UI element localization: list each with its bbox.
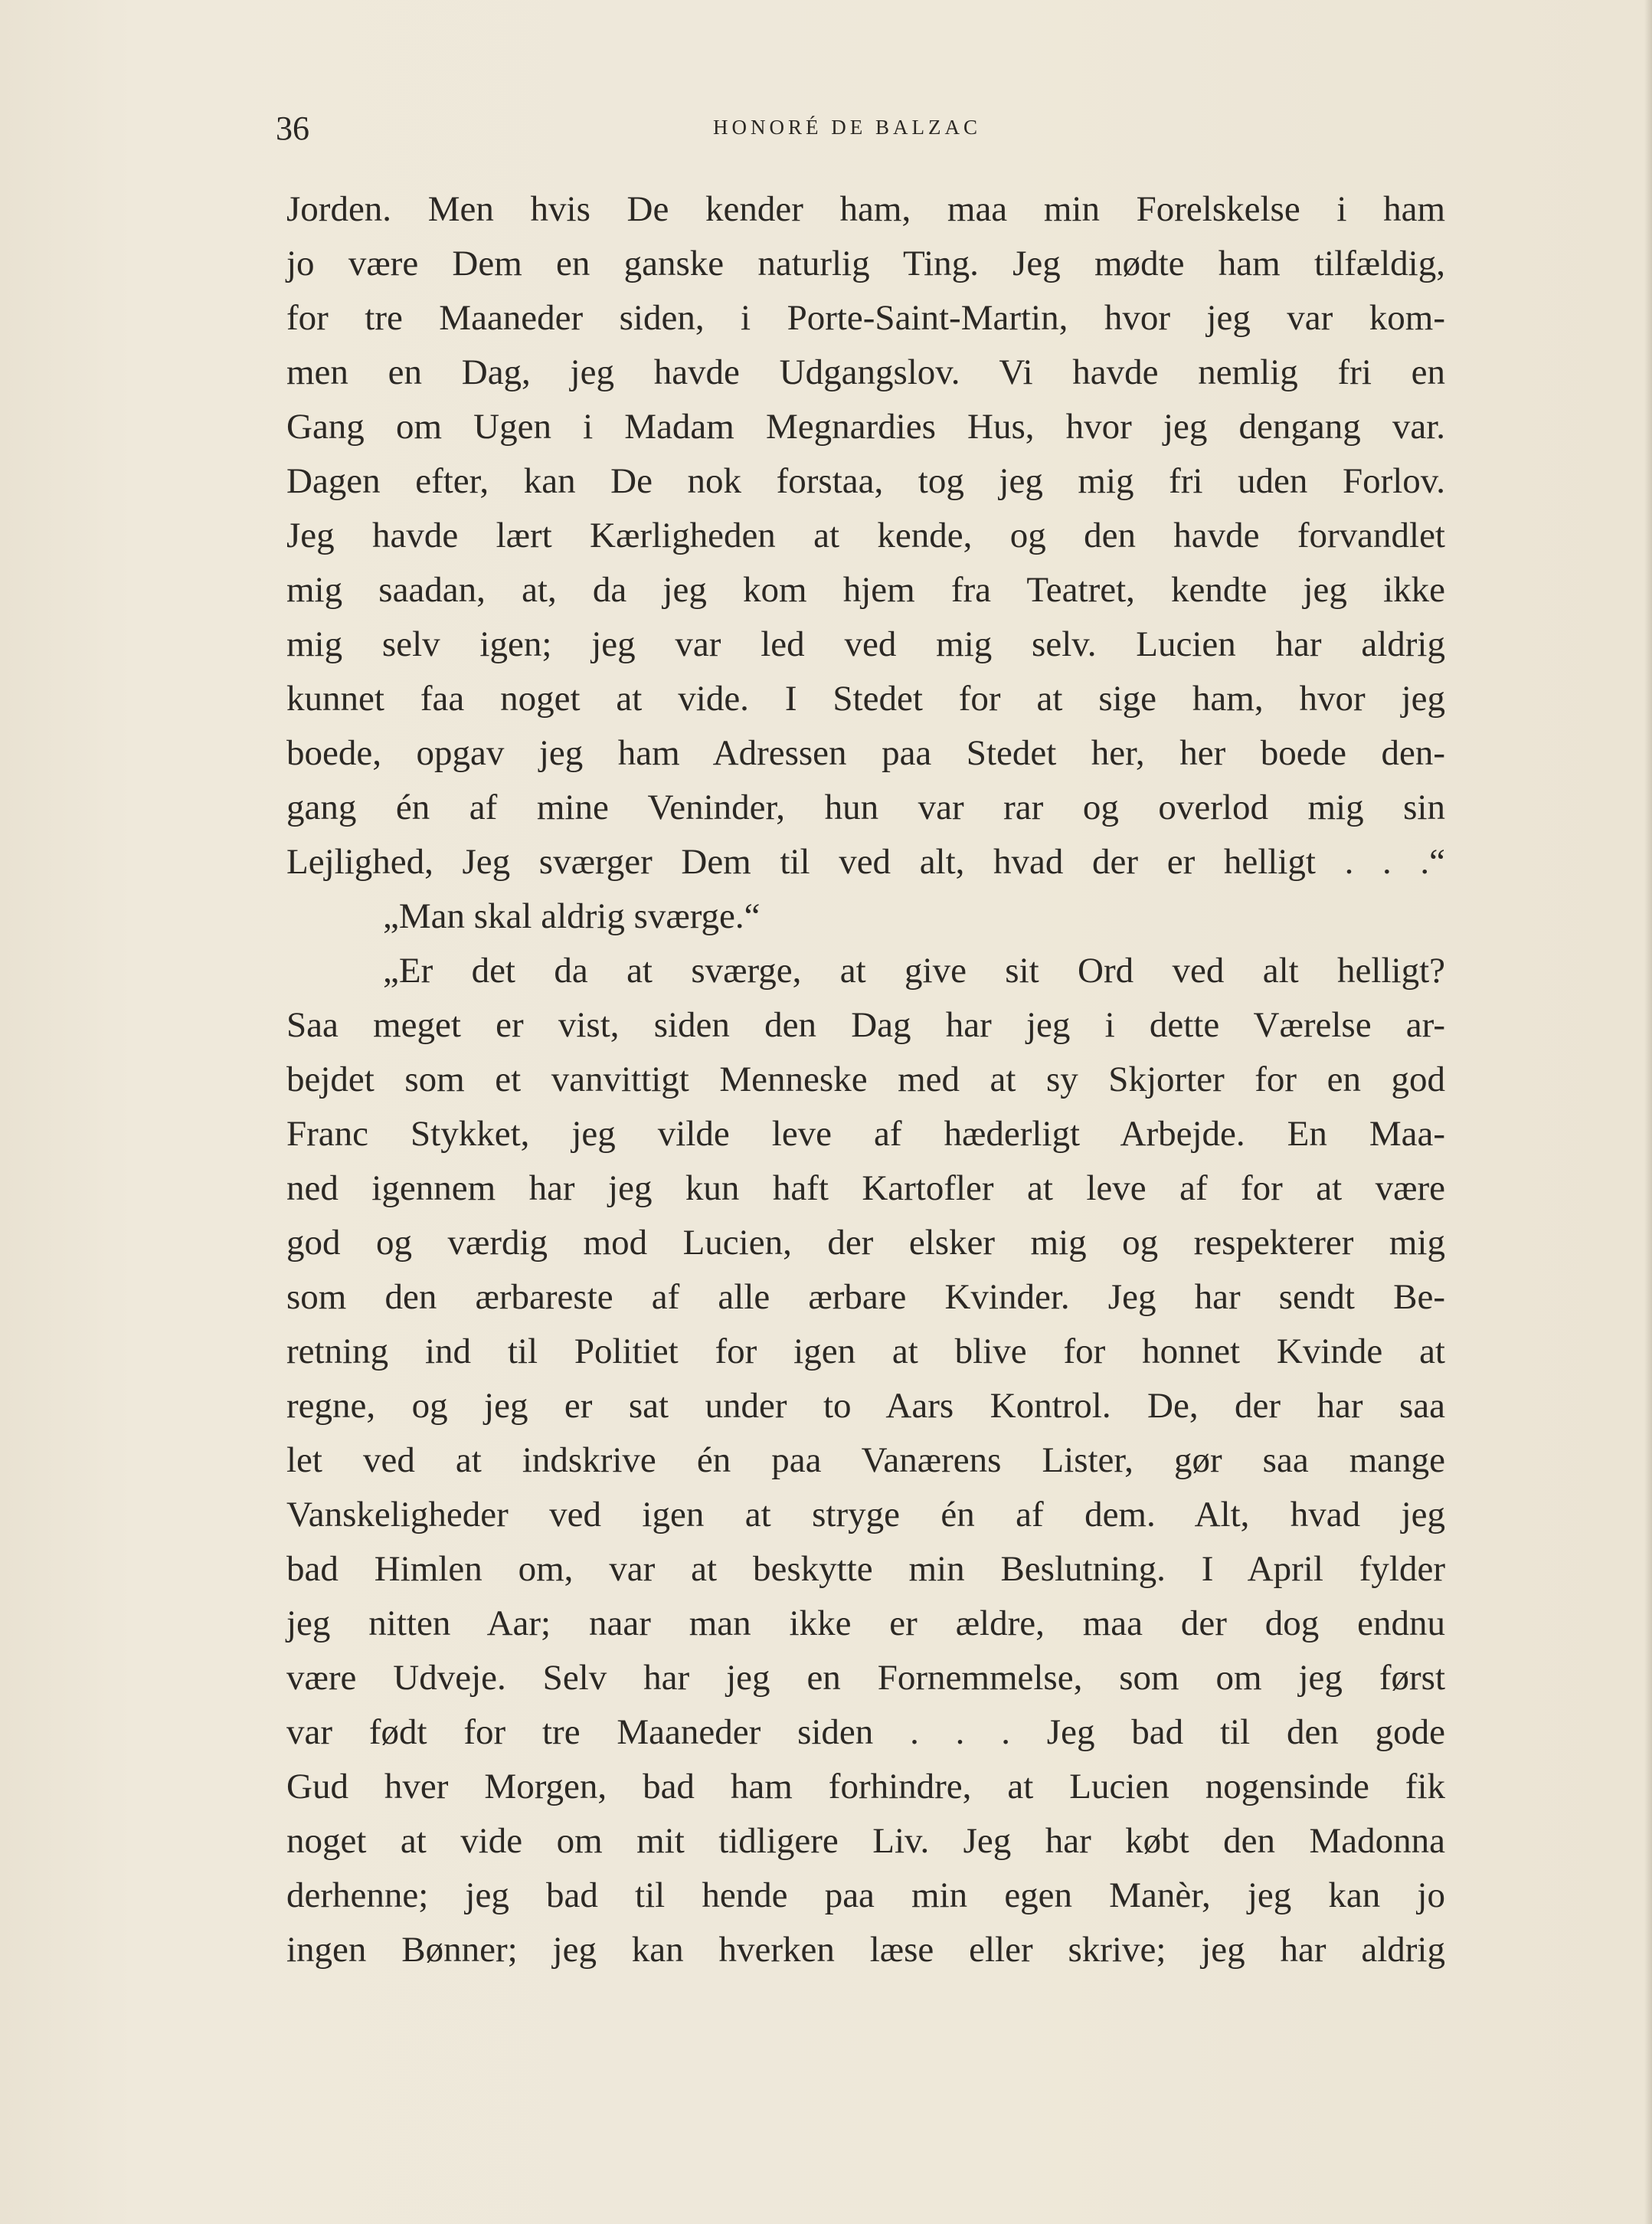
text-line: var født for tre Maaneder siden . . . Jeg bad til den gode — [286, 1712, 1445, 1752]
text-line: ingen Bønner; jeg kan hverken læse eller skrive; jeg har aldrig — [286, 1930, 1445, 1970]
text-line: bad Himlen om, var at beskytte min Beslutning. I April fylder — [286, 1549, 1445, 1589]
text-line: Dagen efter, kan De nok forstaa, tog jeg mig fri uden Forlov. — [286, 461, 1445, 501]
text-line: som den ærbareste af alle ærbare Kvinder. Jeg har sendt Be- — [286, 1277, 1445, 1317]
running-head: HONORÉ DE BALZAC — [713, 116, 981, 139]
text-line: retning ind til Politiet for igen at blive for honnet Kvinde at — [286, 1331, 1445, 1371]
text-line: men en Dag, jeg havde Udgangslov. Vi havde nemlig fri en — [286, 352, 1445, 392]
text-line: Jorden. Men hvis De kender ham, maa min Forelskelse i ham — [286, 189, 1445, 229]
text-line: „Er det da at sværge, at give sit Ord ved alt helligt? — [383, 951, 1445, 991]
text-line: bejdet som et vanvittigt Menneske med at sy Skjorter for en god — [286, 1060, 1445, 1099]
text-line: „Man skal aldrig sværge.“ — [383, 896, 761, 936]
text-line: jeg nitten Aar; naar man ikke er ældre, maa der dog endnu — [286, 1603, 1445, 1643]
page-header — [276, 106, 1470, 152]
text-line: let ved at indskrive én paa Vanærens Lister, gør saa mange — [286, 1440, 1445, 1480]
text-line: derhenne; jeg bad til hende paa min egen Manèr, jeg kan jo — [286, 1875, 1445, 1915]
text-line: gang én af mine Veninder, hun var rar og overlod mig sin — [286, 788, 1445, 827]
text-line: mig saadan, at, da jeg kom hjem fra Teatret, kendte jeg ikke — [286, 570, 1445, 610]
text-line: for tre Maaneder siden, i Porte-Saint-Martin, hvor jeg var kom- — [286, 298, 1445, 338]
page-number: 36 — [276, 110, 309, 147]
text-line: jo være Dem en ganske naturlig Ting. Jeg mødte ham tilfældig, — [286, 244, 1445, 283]
text-line: Franc Stykket, jeg vilde leve af hæderligt Arbejde. En Maa- — [286, 1114, 1445, 1154]
text-line: ned igennem har jeg kun haft Kartofler at leve af for at være — [286, 1168, 1445, 1208]
page-edge-shadow — [1644, 0, 1652, 2224]
text-line: boede, opgav jeg ham Adressen paa Stedet her, her boede den- — [286, 733, 1445, 773]
text-line: kunnet faa noget at vide. I Stedet for at sige ham, hvor jeg — [286, 679, 1445, 719]
text-line: være Udveje. Selv har jeg en Fornemmelse, som om jeg først — [286, 1658, 1445, 1698]
text-line: mig selv igen; jeg var led ved mig selv. Lucien har aldrig — [286, 624, 1445, 664]
text-line: god og værdig mod Lucien, der elsker mig og respekterer mig — [286, 1223, 1445, 1263]
text-line: Saa meget er vist, siden den Dag har jeg i dette Værelse ar- — [286, 1005, 1445, 1045]
body-text — [286, 182, 1445, 1977]
text-line: Gud hver Morgen, bad ham forhindre, at Lucien nogensinde fik — [286, 1767, 1445, 1806]
text-line: Jeg havde lært Kærligheden at kende, og den havde forvandlet — [286, 516, 1445, 555]
text-line: Vanskeligheder ved igen at stryge én af dem. Alt, hvad jeg — [286, 1495, 1445, 1535]
text-line: Lejlighed, Jeg sværger Dem til ved alt, hvad der er helligt . . .“ — [286, 842, 1445, 882]
text-line: regne, og jeg er sat under to Aars Kontrol. De, der har saa — [286, 1386, 1445, 1426]
text-line: Gang om Ugen i Madam Megnardies Hus, hvor jeg dengang var. — [286, 407, 1445, 447]
text-line: noget at vide om mit tidligere Liv. Jeg har købt den Madonna — [286, 1821, 1445, 1861]
